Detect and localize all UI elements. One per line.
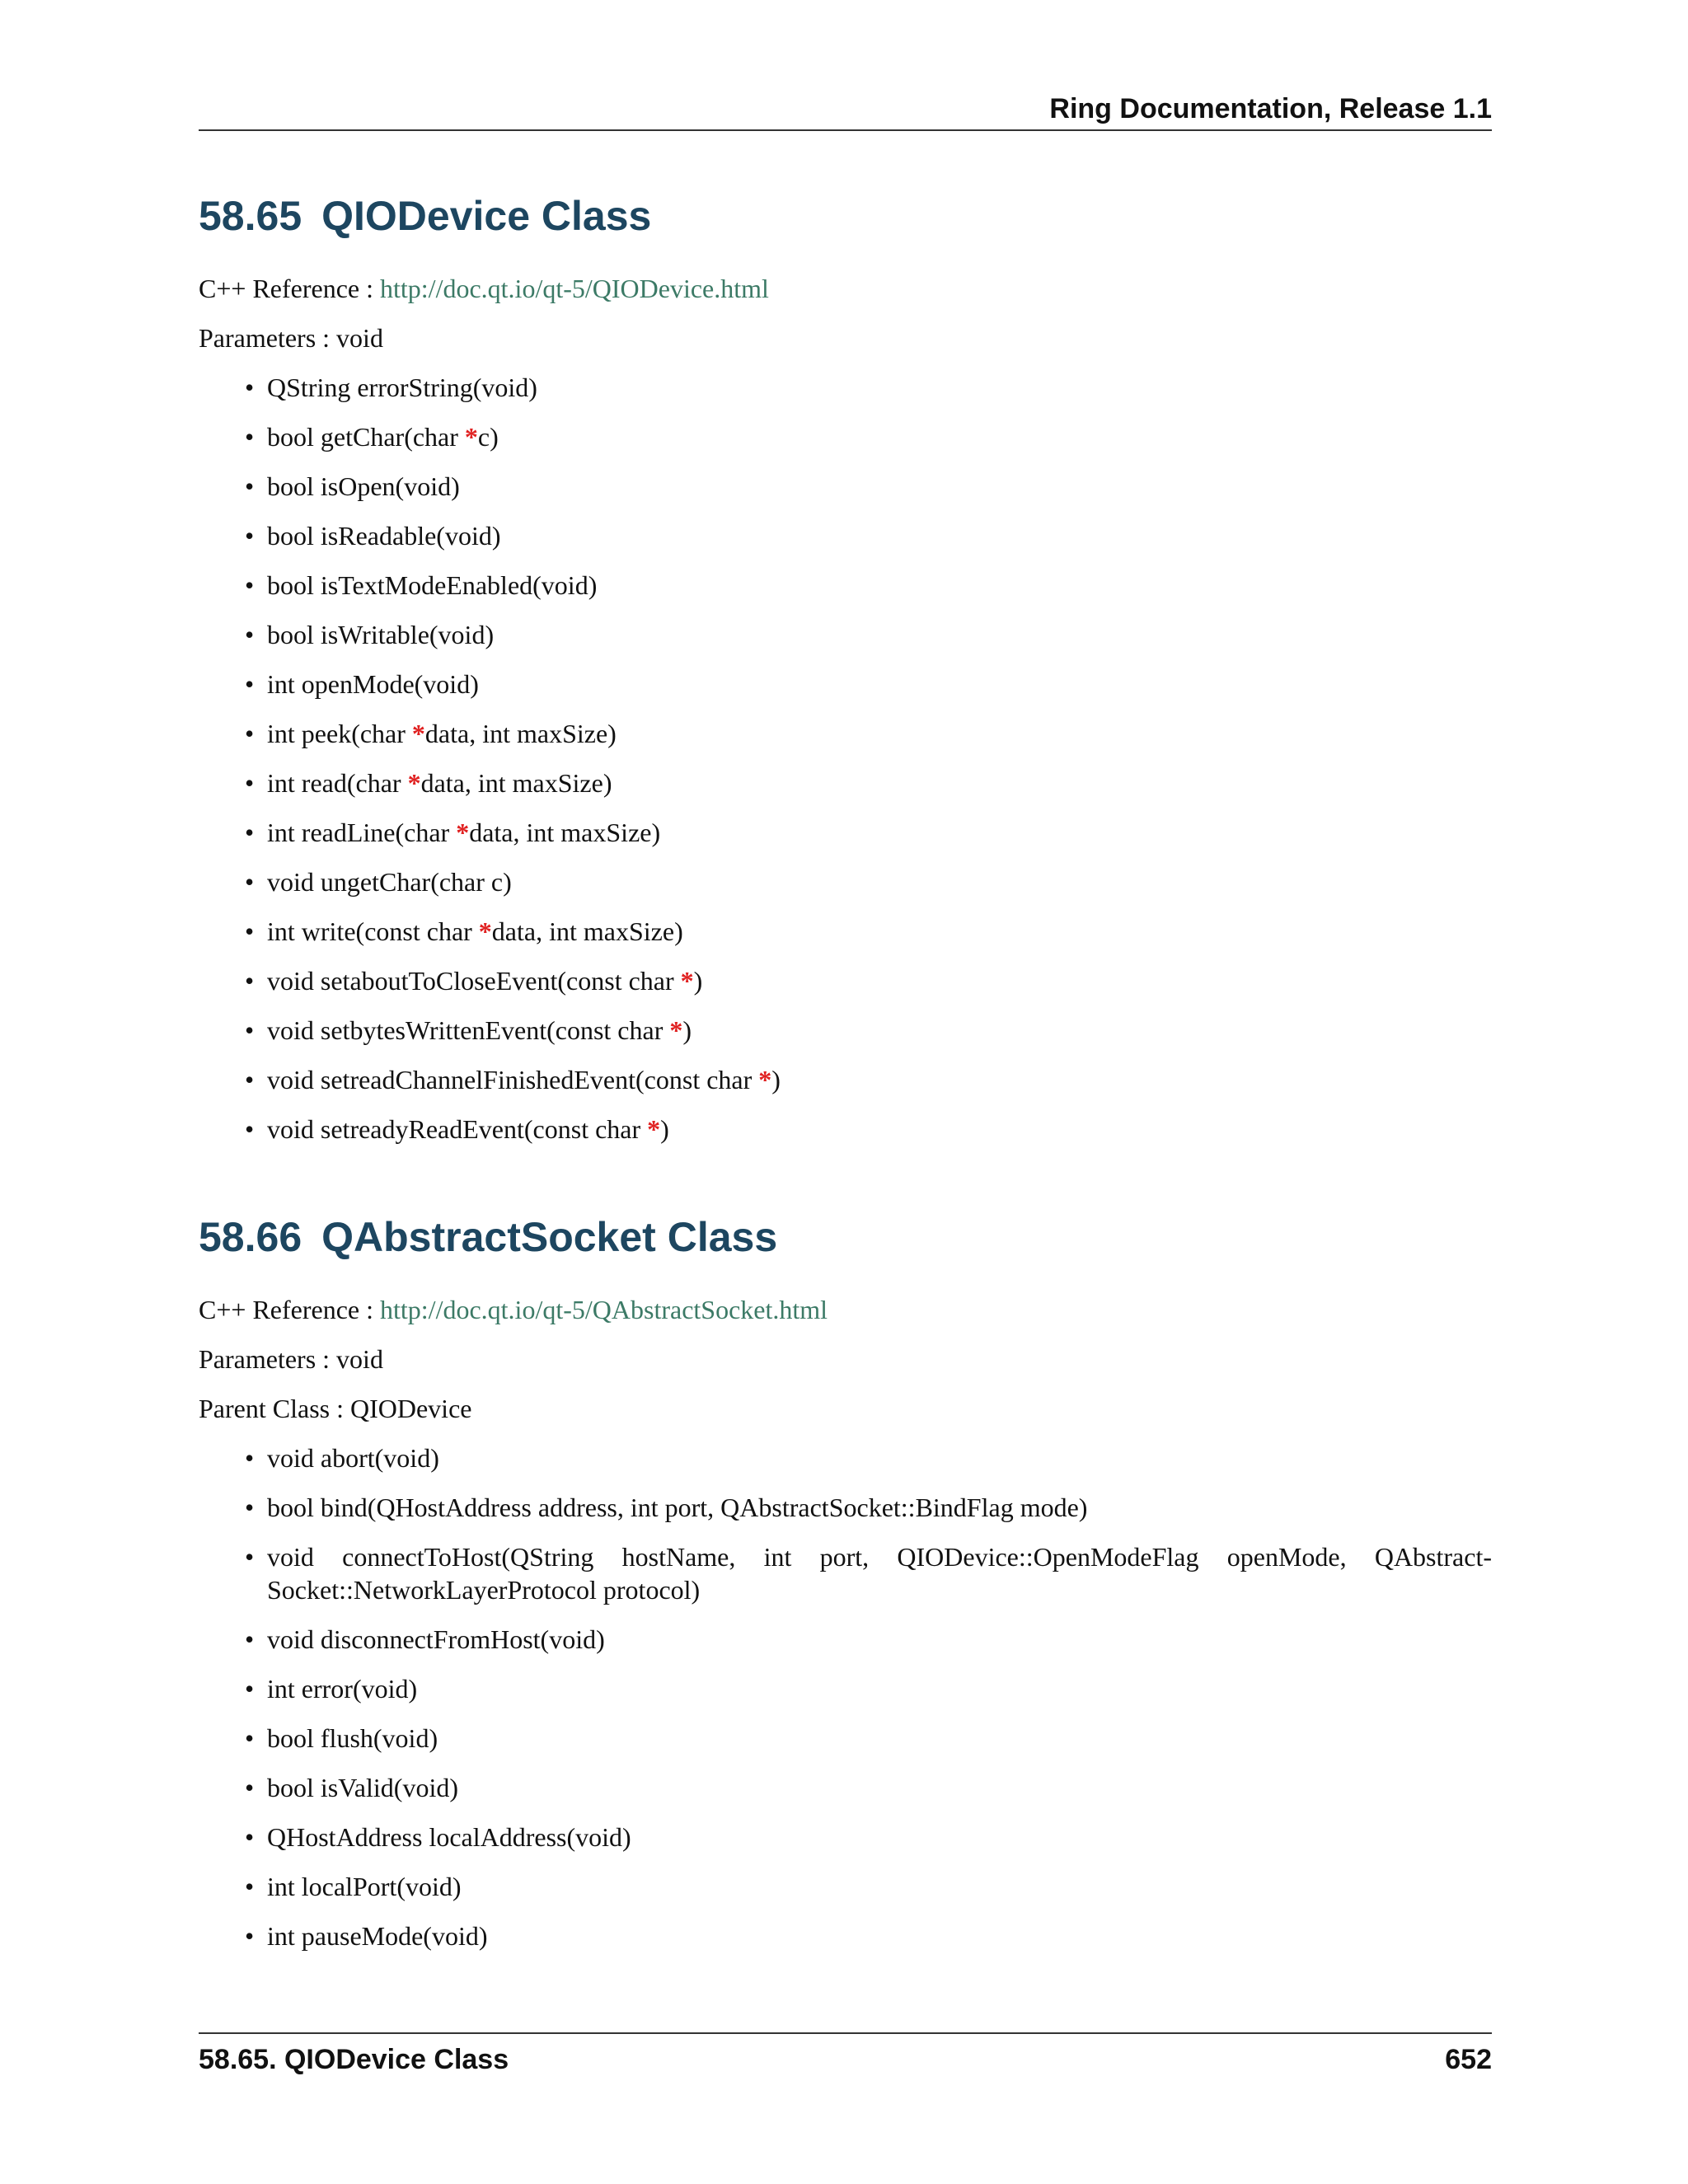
method-item xyxy=(199,717,1492,750)
method-item xyxy=(199,1491,1492,1524)
method-signature: bool getChar(char xyxy=(267,422,465,452)
section-number: 58.65 xyxy=(199,193,302,239)
bullet-icon: • xyxy=(245,521,255,551)
method-item xyxy=(199,1672,1492,1705)
section-heading xyxy=(199,191,1492,241)
method-list xyxy=(199,371,1492,1146)
method-item xyxy=(199,1919,1492,1952)
bullet-icon: • xyxy=(245,966,255,996)
bullet-icon: • xyxy=(245,422,255,452)
method-item xyxy=(199,865,1492,898)
bullet-icon: • xyxy=(245,768,255,798)
method-signature: void abort(void) xyxy=(267,1443,439,1473)
pointer-star: * xyxy=(407,768,421,798)
bullet-icon: • xyxy=(245,1065,255,1094)
method-list xyxy=(199,1441,1492,1952)
method-signature: bool bind(QHostAddress address, int port, QAbstractSocket::BindFlag mode) xyxy=(267,1493,1088,1522)
method-item xyxy=(199,816,1492,849)
section-number: 58.66 xyxy=(199,1214,302,1260)
method-signature: int pauseMode(void) xyxy=(267,1921,488,1951)
bullet-icon: • xyxy=(245,373,255,402)
method-item xyxy=(199,569,1492,602)
section-heading xyxy=(199,1212,1492,1262)
method-signature-tail: ) xyxy=(682,1015,692,1045)
method-item xyxy=(199,470,1492,503)
pointer-star: * xyxy=(456,818,470,847)
method-signature-tail: ) xyxy=(693,966,703,996)
pointer-star: * xyxy=(478,916,492,946)
bullet-icon: • xyxy=(245,1624,255,1654)
method-item xyxy=(199,668,1492,701)
method-signature-tail: ) xyxy=(771,1065,781,1094)
method-signature: void setreadChannelFinishedEvent(const char xyxy=(267,1065,759,1094)
method-item xyxy=(199,1063,1492,1096)
method-signature: QHostAddress localAddress(void) xyxy=(267,1822,631,1852)
document-page xyxy=(199,0,1492,2184)
parent-class-line xyxy=(199,1392,1492,1425)
bullet-icon: • xyxy=(245,1723,255,1753)
bullet-icon: • xyxy=(245,867,255,897)
method-item xyxy=(199,519,1492,552)
pointer-star: * xyxy=(669,1015,683,1045)
parameters-value: void xyxy=(336,1344,383,1374)
method-signature: int openMode(void) xyxy=(267,669,479,699)
cpp-reference-label: C++ Reference : xyxy=(199,274,373,303)
parameters-line xyxy=(199,321,1492,354)
bullet-icon: • xyxy=(245,669,255,699)
section-qiodevice xyxy=(199,191,1492,1146)
pointer-star: * xyxy=(647,1114,661,1144)
method-signature-tail: data, int maxSize) xyxy=(491,916,683,946)
method-item xyxy=(199,1540,1492,1606)
pointer-star: * xyxy=(758,1065,772,1094)
method-signature: void connectToHost(QString hostName, int port, QIODevice::OpenModeFlag openMode, QAbstract-Socket::NetworkLayerProtocol protocol) xyxy=(267,1542,1492,1605)
method-signature: bool isOpen(void) xyxy=(267,471,460,501)
method-signature: int localPort(void) xyxy=(267,1872,462,1901)
method-signature: int readLine(char xyxy=(267,818,457,847)
method-item xyxy=(199,1771,1492,1804)
bullet-icon: • xyxy=(245,570,255,600)
method-item xyxy=(199,1014,1492,1047)
bullet-icon: • xyxy=(245,1822,255,1852)
parameters-value: void xyxy=(336,323,383,353)
cpp-reference-line xyxy=(199,1293,1492,1326)
method-item xyxy=(199,371,1492,404)
parent-class-value: QIODevice xyxy=(349,1394,472,1423)
method-signature-tail: data, int maxSize) xyxy=(469,818,661,847)
method-signature: void disconnectFromHost(void) xyxy=(267,1624,605,1654)
method-item xyxy=(199,1821,1492,1854)
cpp-reference-label: C++ Reference : xyxy=(199,1295,373,1324)
parameters-label: Parameters : xyxy=(199,323,331,353)
bullet-icon: • xyxy=(245,1921,255,1951)
method-signature: void ungetChar(char c) xyxy=(267,867,512,897)
method-signature-tail: data, int maxSize) xyxy=(424,719,617,748)
section-title: QAbstractSocket Class xyxy=(321,1214,778,1260)
cpp-reference-link[interactable]: http://doc.qt.io/qt-5/QIODevice.html xyxy=(380,274,769,303)
method-signature: void setbytesWrittenEvent(const char xyxy=(267,1015,670,1045)
section-title: QIODevice Class xyxy=(321,193,652,239)
bullet-icon: • xyxy=(245,1674,255,1704)
method-signature: void setaboutToCloseEvent(const char xyxy=(267,966,681,996)
method-item xyxy=(199,1722,1492,1755)
cpp-reference-link[interactable]: http://doc.qt.io/qt-5/QAbstractSocket.html xyxy=(380,1295,828,1324)
bullet-icon: • xyxy=(245,471,255,501)
footer-section-title: 58.65. QIODevice Class xyxy=(199,2044,509,2075)
bullet-icon: • xyxy=(245,1872,255,1901)
method-signature-tail: data, int maxSize) xyxy=(420,768,612,798)
bullet-icon: • xyxy=(245,1493,255,1522)
method-item xyxy=(199,1623,1492,1656)
method-item xyxy=(199,766,1492,799)
pointer-star: * xyxy=(680,966,694,996)
parameters-label: Parameters : xyxy=(199,1344,331,1374)
method-signature: int read(char xyxy=(267,768,408,798)
method-item xyxy=(199,915,1492,948)
running-header: Ring Documentation, Release 1.1 xyxy=(1049,93,1492,124)
method-signature-tail: c) xyxy=(477,422,499,452)
method-item xyxy=(199,964,1492,997)
method-signature: bool isWritable(void) xyxy=(267,620,495,649)
header-divider xyxy=(199,129,1492,131)
bullet-icon: • xyxy=(245,818,255,847)
method-item xyxy=(199,1113,1492,1146)
method-signature: int write(const char xyxy=(267,916,479,946)
parent-class-label: Parent Class : xyxy=(199,1394,344,1423)
method-item xyxy=(199,618,1492,651)
section-qabstractsocket xyxy=(199,1212,1492,1952)
method-item xyxy=(199,1441,1492,1474)
method-item xyxy=(199,1870,1492,1903)
bullet-icon: • xyxy=(245,1773,255,1802)
method-signature: bool isValid(void) xyxy=(267,1773,458,1802)
method-signature: bool isTextModeEnabled(void) xyxy=(267,570,598,600)
bullet-icon: • xyxy=(245,620,255,649)
bullet-icon: • xyxy=(245,1114,255,1144)
parameters-line xyxy=(199,1343,1492,1376)
footer-divider xyxy=(199,2032,1492,2034)
footer-page-number: 652 xyxy=(1445,2044,1492,2075)
method-item xyxy=(199,420,1492,453)
cpp-reference-line xyxy=(199,272,1492,305)
method-signature: bool flush(void) xyxy=(267,1723,438,1753)
bullet-icon: • xyxy=(245,1015,255,1045)
pointer-star: * xyxy=(464,422,478,452)
method-signature: int error(void) xyxy=(267,1674,418,1704)
method-signature: bool isReadable(void) xyxy=(267,521,501,551)
method-signature-tail: ) xyxy=(660,1114,669,1144)
bullet-icon: • xyxy=(245,1443,255,1473)
method-signature: int peek(char xyxy=(267,719,412,748)
method-signature: QString errorString(void) xyxy=(267,373,537,402)
method-signature: void setreadyReadEvent(const char xyxy=(267,1114,648,1144)
bullet-icon: • xyxy=(245,1542,255,1572)
bullet-icon: • xyxy=(245,916,255,946)
bullet-icon: • xyxy=(245,719,255,748)
pointer-star: * xyxy=(411,719,425,748)
